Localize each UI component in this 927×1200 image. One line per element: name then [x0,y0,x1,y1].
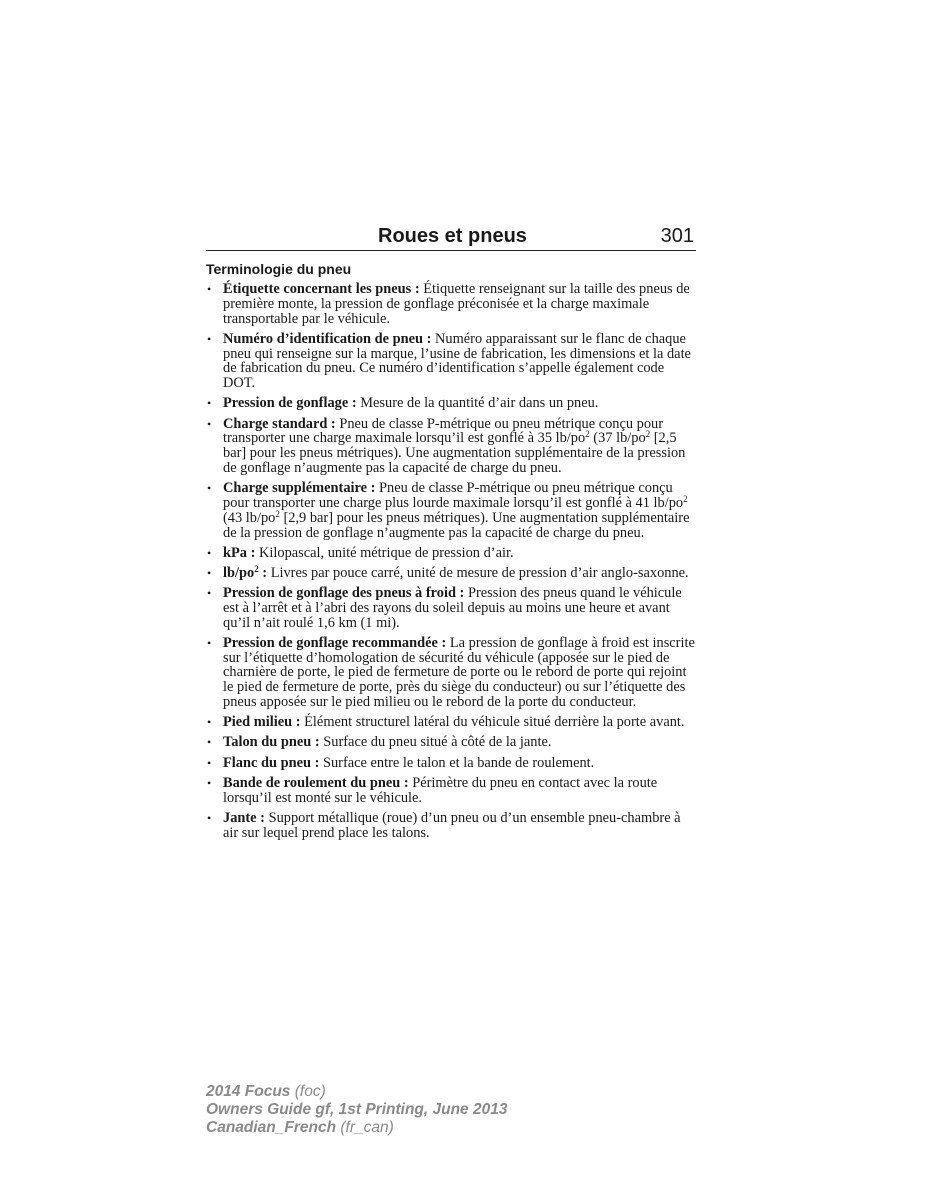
list-item [206,282,698,326]
bullet-icon: • [207,565,212,580]
page-header [206,224,696,251]
term-label: Pression de gonflage des pneus à froid : [223,585,465,602]
term-label: Bande de roulement du pneu : [223,774,409,791]
term-description: Pneu de classe P-métrique ou pneu métrique conçu pour transporter une charge maximale lorsqu’il est gonflé à 35 $lb/po^2$ (37 $lb/po^2$ [2,5 bar] pour les pneus métriques). Une augmentation supplémentaire de la pression de gonflage n’augmente pas la capacité de charge du pneu. [223,415,686,476]
bullet-icon: • [207,755,212,770]
footer-line-1 [206,1083,507,1101]
term-description: Pneu de classe P-métrique ou pneu métrique conçu pour transporter une charge plus lourde maximale lorsqu’il est gonflé à 41 $lb/po^2$ (43 $lb/po^2$ [2,9 bar] pour les pneus métriques). Une augmentation supplémentaire de la pression de gonflage n’augmente pas la capacité de charge du pneu. [223,480,690,541]
bullet-icon: • [207,282,212,296]
bullet-icon: • [207,775,212,790]
list-item [206,811,698,841]
term-label: Pression de gonflage recommandée : [223,634,447,651]
footer-language-code: (fr_can) [336,1119,394,1136]
list-item [206,636,698,710]
term-description: Élément structurel latéral du véhicule situé derrière la porte avant. [300,714,685,731]
term-label: Étiquette concernant les pneus : [223,281,420,297]
footer-language: Canadian_French [206,1119,337,1136]
page-footer [206,1083,507,1137]
term-label: Numéro d’identification de pneu : [223,330,432,347]
list-item [206,546,698,561]
bullet-icon: • [207,331,212,346]
term-description: La pression de gonflage à froid est inscrite sur l’étiquette d’homologation de sécurité du véhicule (apposée sur le pied de charnière de porte, le pied de fermeture de porte ou le rebord de porte qui rejoint le pied de fermeture de porte, près du siège du conducteur) ou sur l’étiquette des pneus apposée sur le pied milieu ou le rebord de la porte du conducteur. [223,634,695,711]
list-item [206,756,698,771]
list-item [206,396,698,411]
term-label: Talon du pneu : [223,734,320,751]
term-label: kPa : [223,544,256,561]
bullet-icon: • [207,586,212,601]
term-label: Charge standard : [223,415,336,432]
term-description: Étiquette renseignant sur la taille des pneus de première monte, la pression de gonflage préconisée et la charge maximale transportable par le véhicule. [223,281,690,327]
term-label: $lb/po^2$ : [223,563,268,581]
list-item [206,715,698,730]
page-number: 301 [660,225,694,247]
bullet-icon: • [207,481,212,496]
list-item [206,735,698,750]
footer-printing: Owners Guide gf, 1st Printing, June 2013 [206,1101,508,1118]
footer-line-2 [206,1101,507,1119]
list-item [206,586,698,630]
list-item [206,332,698,391]
term-label: Charge supplémentaire : [223,480,376,497]
bullet-icon: • [207,735,212,750]
bullet-icon: • [207,396,212,411]
term-description: Numéro apparaissant sur le flanc de chaque pneu qui renseigne sur la marque, l’usine de fabrication, les dimensions et la date de fabrication du pneu. Ce numéro d’identification s’appelle également code DOT. [223,330,691,392]
footer-line-3 [206,1119,507,1137]
bullet-icon: • [207,635,212,650]
list-item [206,563,698,581]
term-description: Livres par pouce carré, unité de mesure de pression d’air anglo-saxonne. [267,564,689,581]
term-label: Pied milieu : [223,714,301,731]
term-description: Kilopascal, unité métrique de pression d’air. [255,544,514,561]
footer-model: 2014 Focus [206,1083,291,1100]
term-description: Surface entre le talon et la bande de roulement. [319,754,595,771]
terminology-list [206,282,698,846]
chapter-title: Roues et pneus [378,225,527,247]
list-item [206,776,698,806]
term-label: Pression de gonflage : [223,395,357,412]
bullet-icon: • [207,545,212,560]
term-label: Flanc du pneu : [223,754,320,771]
term-description: Support métallique (roue) d’un pneu ou d’un ensemble pneu-chambre à air sur lequel prend place les talons. [223,809,681,841]
term-description: Mesure de la quantité d’air dans un pneu. [356,395,599,412]
term-description: Surface du pneu situé à côté de la jante. [319,734,552,751]
term-label: Jante : [223,809,265,826]
bullet-icon: • [207,416,212,431]
footer-model-code: (foc) [290,1083,326,1100]
term-description: Pression des pneus quand le véhicule est à l’arrêt et à l’abri des rayons du soleil depuis au moins une heure et avant qu’il n’ait roulé 1,6 km (1 mi). [223,585,682,631]
bullet-icon: • [207,715,212,730]
bullet-icon: • [207,810,212,825]
list-item [206,417,698,476]
list-item [206,481,698,540]
section-title: Terminologie du pneu [206,261,352,277]
term-description: Périmètre du pneu en contact avec la route lorsqu’il est monté sur le véhicule. [223,774,658,806]
